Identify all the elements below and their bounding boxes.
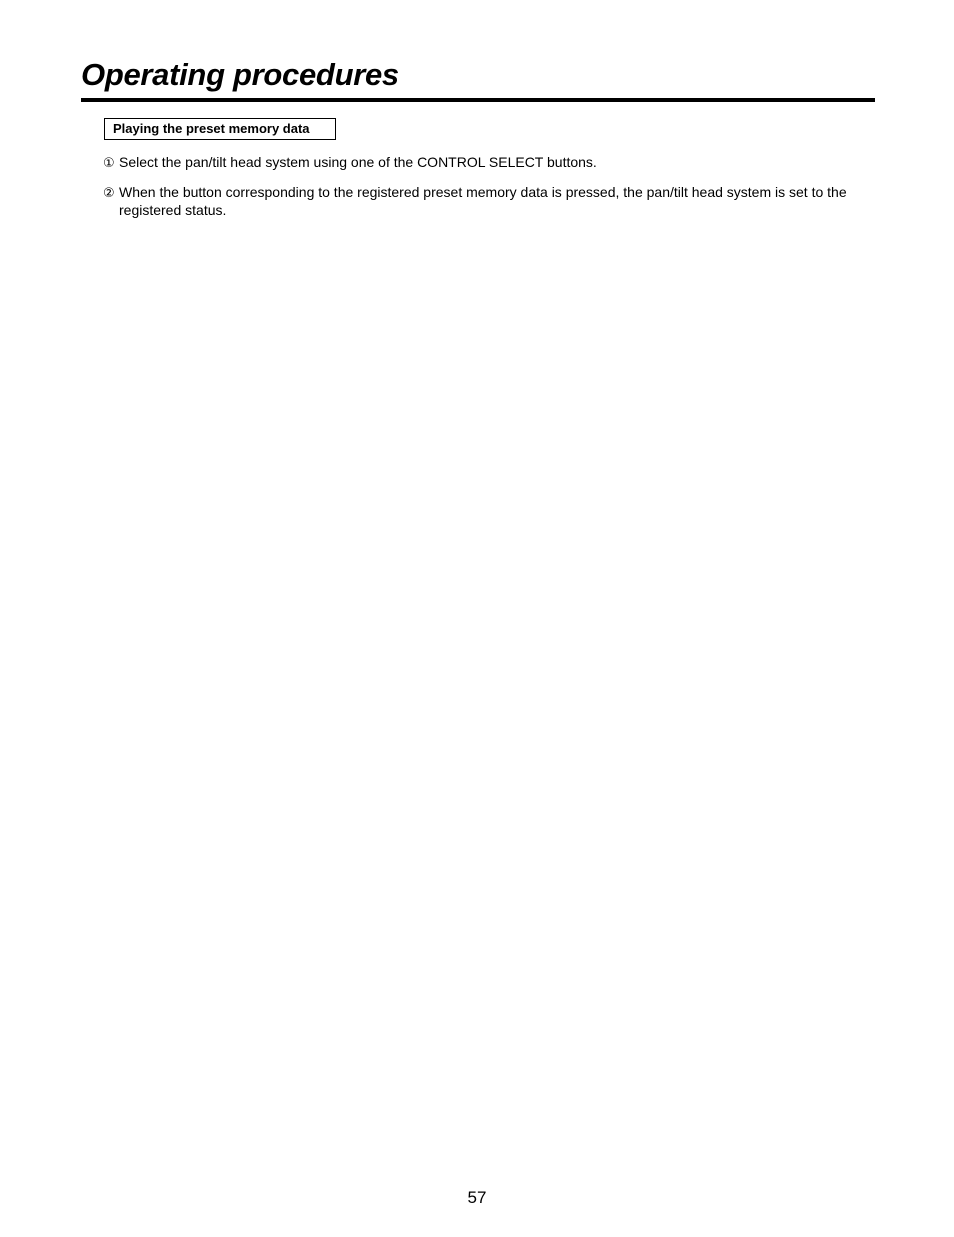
section-heading-box: Playing the preset memory data — [104, 118, 336, 140]
step-marker-1: ① — [103, 156, 115, 171]
page-number: 57 — [467, 1188, 487, 1207]
step-text-1: Select the pan/tilt head system using one of the CONTROL SELECT buttons. — [119, 154, 597, 170]
step-item-1 — [103, 154, 879, 172]
title-rule — [81, 98, 875, 102]
page-title: Operating procedures — [81, 57, 399, 92]
step-text-2: When the button corresponding to the registered preset memory data is pressed, the pan/tilt head system is set to the registered status. — [119, 184, 847, 218]
step-item-2 — [103, 184, 879, 219]
step-marker-2: ② — [103, 186, 115, 201]
